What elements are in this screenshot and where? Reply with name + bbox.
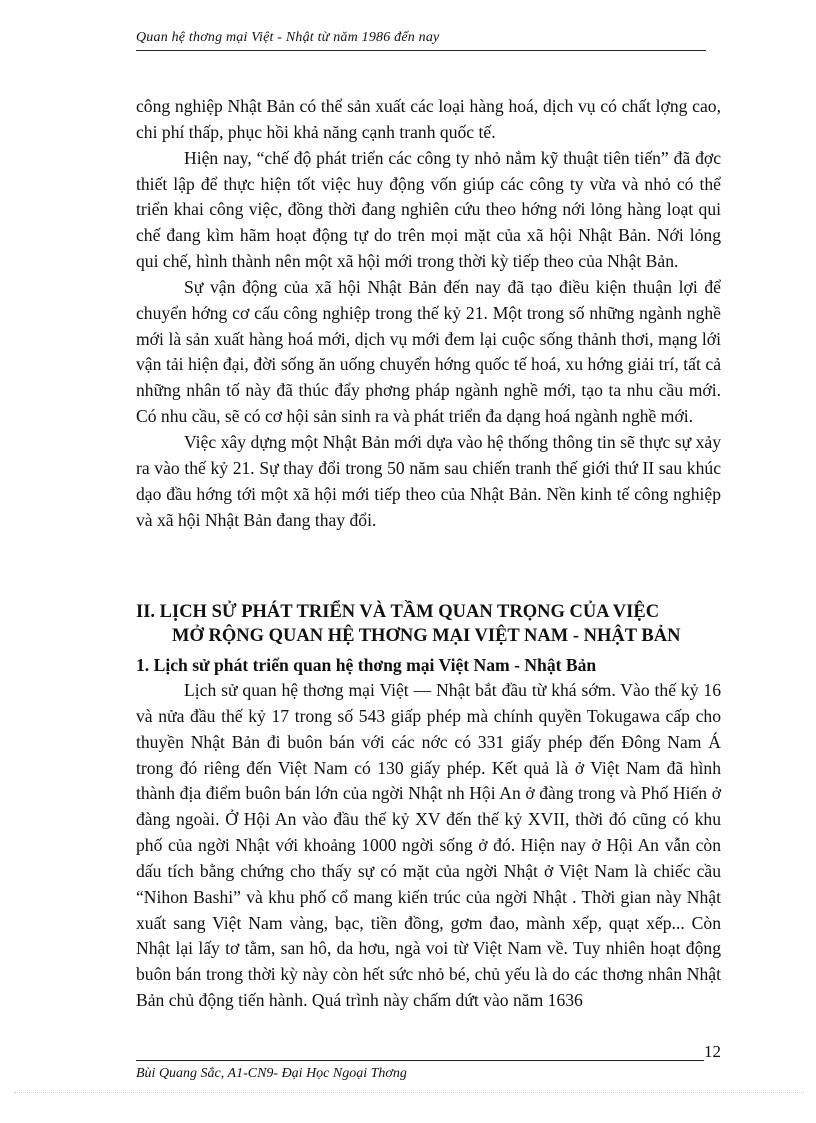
section-heading-line2: MỞ RỘNG QUAN HỆ THƠNG MẠI VIỆT NAM - NHẬT BẢN bbox=[172, 626, 681, 646]
intro-text-block bbox=[136, 94, 721, 533]
paragraph-continued: công nghiệp Nhật Bản có thể sản xuất các loại hàng hoá, dịch vụ có chất lợng cao, chi phí thấp, phục hồi khả năng cạnh tranh quốc tế. bbox=[136, 96, 721, 142]
footer-rule bbox=[136, 1060, 704, 1061]
section-heading-line1: II. LỊCH SỬ PHÁT TRIỂN VÀ TẦM QUAN TRỌNG CỦA VIỆC bbox=[136, 602, 660, 622]
history-text-block bbox=[136, 678, 721, 1014]
paragraph: Việc xây dựng một Nhật Bản mới dựa vào hệ thống thông tin sẽ thực sự xảy ra vào thế kỷ 21. Sự thay đổi trong 50 năm sau chiến tranh thế giới thứ II sau khúc dạo đầu hớng tới một xã hội mới tiếp theo của Nhật Bản. Nền kinh tế công nghiệp và xã hội Nhật Bản đang thay đổi. bbox=[136, 431, 721, 530]
paragraph: Hiện nay, “chế độ phát triển các công ty nhỏ nắm kỹ thuật tiên tiến” đã đợc thiết lập để thực hiện tốt việc huy động vốn giúp các công ty vừa và nhỏ có thể triển khai công việc, đồng thời đang nghiên cứu theo hớng nới lỏng hàng loạt qui chế đang kìm hãm hoạt động tự do trên mọi mặt của xã hội Nhật Bản. Nới lỏng qui chế, hình thành nên một xã hội mới trong thời kỳ tiếp theo của Nhật Bản. bbox=[136, 147, 721, 272]
page-number: 12 bbox=[704, 1042, 721, 1061]
header-rule bbox=[136, 50, 706, 51]
paragraph: Sự vận động của xã hội Nhật Bản đến nay đã tạo điều kiện thuận lợi để chuyển hớng cơ cấu công nghiệp trong thế kỷ 21. Một trong số những ngành nghề mới là sản xuất hàng hoá mới, dịch vụ mới đem lại cuộc sống thảnh thơi, mạng lới vận tải hiện đại, đời sống ăn uống chuyển hớng quốc tế hoá, xu hớng giải trí, tất cả những nhân tố này đã thúc đẩy phơng pháp ngành nghề mới, tạo ta nhu cầu mới. Có nhu cầu, sẽ có cơ hội sản sinh ra và phát triển đa dạng hoá ngành nghề mới. bbox=[136, 276, 721, 427]
paragraph: Lịch sử quan hệ thơng mại Việt — Nhật bắt đầu từ khá sớm. Vào thế kỷ 16 và nửa đầu thế kỷ 17 trong số 543 giấp phép mà chính quyền Tokugawa cấp cho thuyền Nhật Bản đi buôn bán với các nớc có 331 giấy phép đến Đông Nam Á trong đó riêng đến Việt Nam có 130 giấy phép. Kết quả là ở Việt Nam đã hình thành địa điểm buôn bán lớn của ngời Nhật nh Hội An ở đàng trong và Phố Hiến ở đàng ngoài. Ở Hội An vào đầu thế kỷ XV đến thế kỷ XVII, thời đó cũng có khu phố của ngời Nhật với khoảng 1000 ngời sống ở đó. Hiện nay ở Hội An vẫn còn dấu tích bằng chứng cho thấy sự có mặt của ngời Nhật ở Việt Nam là chiếc cầu “Nihon Bashi” và khu phố cổ mang kiến trúc của ngời Nhật . Thời gian này Nhật xuất sang Việt Nam vàng, bạc, tiền đồng, gơm đao, mành xếp, quạt xếp... Còn Nhật lại lấy tơ tằm, san hô, da hơu, ngà voi từ Việt Nam về. Tuy nhiên hoạt động buôn bán trong thời kỳ này còn hết sức nhỏ bé, chủ yếu là do các thơng nhân Nhật Bản chủ động tiến hành. Quá trình này chấm dứt vào năm 1636 bbox=[136, 680, 721, 1011]
running-header: Quan hệ thơng mại Việt - Nhật từ năm 1986 đến nay bbox=[136, 30, 440, 45]
subsection-heading: 1. Lịch sử phát triển quan hệ thơng mại Việt Nam - Nhật Bản bbox=[136, 655, 597, 675]
section-heading bbox=[136, 600, 726, 648]
running-footer: Bùi Quang Sắc, A1-CN9- Đại Học Ngoại Thơng bbox=[136, 1066, 407, 1081]
page-edge-dotted-line bbox=[14, 1092, 804, 1093]
